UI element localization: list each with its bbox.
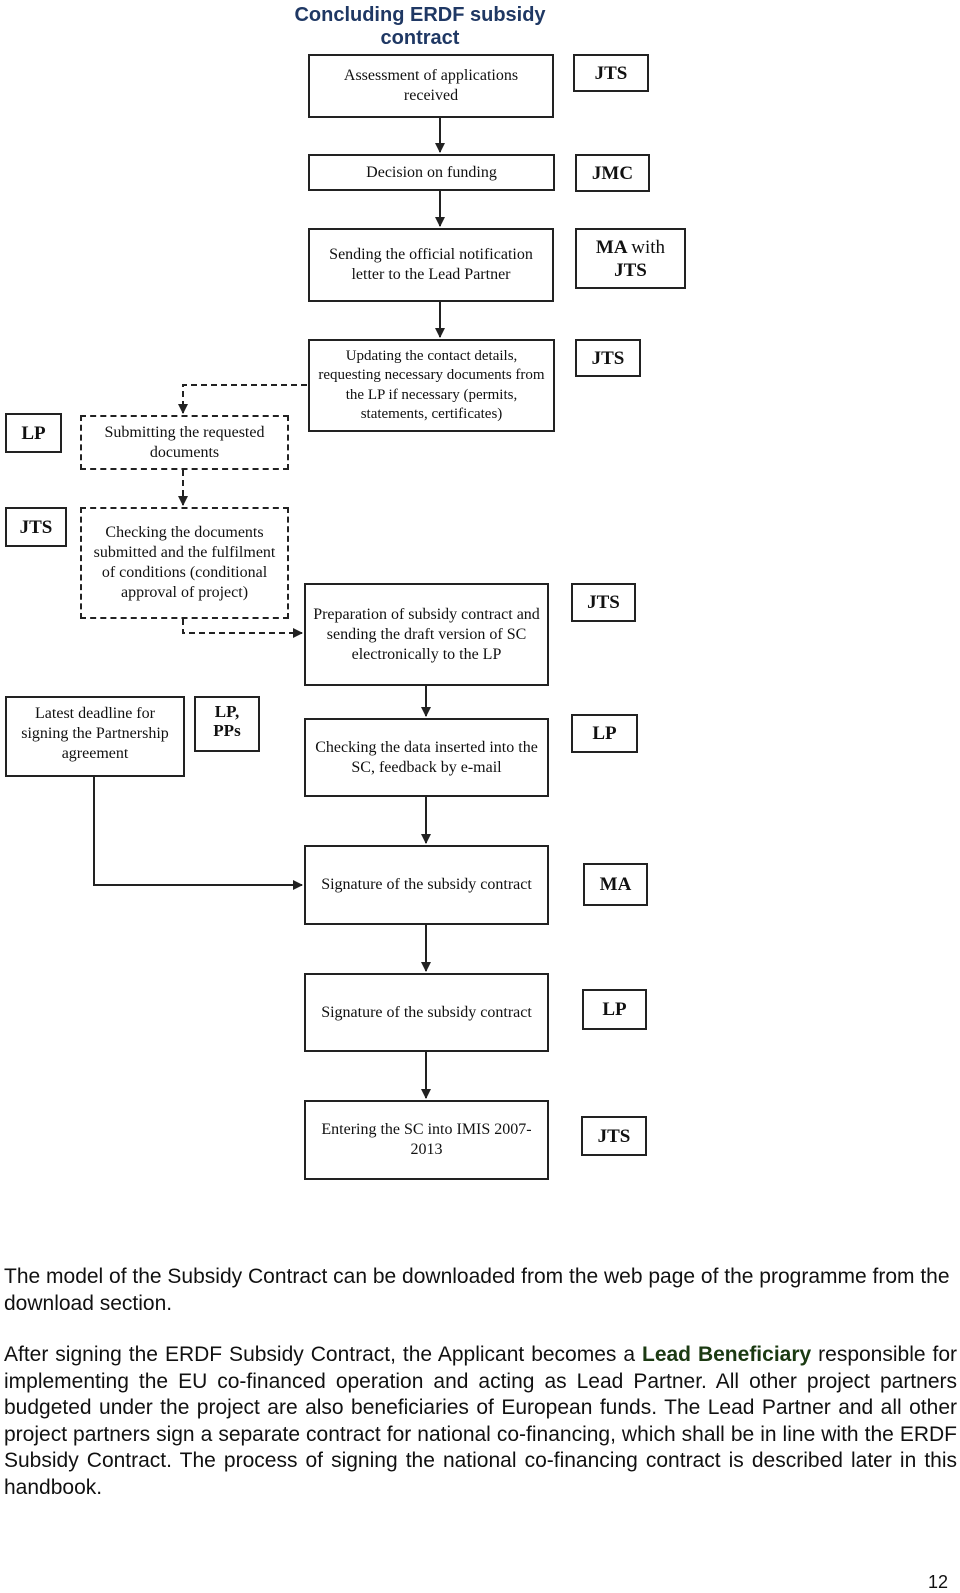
arrow-checking-to-preparation — [183, 619, 302, 633]
actor-notification-jts: JTS — [614, 259, 647, 281]
actor-signature-ma: MA — [583, 863, 648, 906]
actor-deadline — [194, 696, 260, 752]
actor-notification-ma: MA — [595, 236, 627, 258]
page-number: 12 — [927, 1572, 948, 1592]
step-assessment: Assessment of applications received — [308, 54, 554, 118]
step-signature-ma: Signature of the subsidy contract — [304, 845, 549, 925]
actor-notification-line-1 — [596, 236, 665, 259]
step-updating: Updating the contact details, requesting necessary documents from the LP if necessary (permits, statements, certificates) — [308, 339, 555, 432]
step-entering: Entering the SC into IMIS 2007-2013 — [304, 1100, 549, 1180]
step-signature-lp: Signature of the subsidy contract — [304, 973, 549, 1052]
actor-notification — [575, 228, 686, 289]
step-deadline: Latest deadline for signing the Partnership agreement — [5, 696, 185, 777]
lead-beneficiary-term: Lead Beneficiary — [642, 1343, 812, 1366]
actor-decision: JMC — [575, 154, 650, 192]
paragraph-text-end: responsible for implementing the EU co-financed operation and acting as Lead Partner. All other project partners budgeted under the project are also beneficiaries of European funds. The Lead Partner and all other project partners sign a separate contract for national co-financing, which shall be in line with the ERDF Subsidy Contract. The process of signing the national co-financing contract is described later in this handbook. — [4, 1343, 958, 1499]
step-decision: Decision on funding — [308, 154, 555, 191]
actor-assessment: JTS — [573, 54, 649, 92]
paragraph-lead-beneficiary — [4, 1342, 957, 1501]
actor-preparation: JTS — [571, 583, 636, 622]
diagram-title: Concluding ERDF subsidy contract — [294, 4, 546, 49]
actor-entering: JTS — [581, 1116, 647, 1156]
actor-updating: JTS — [575, 339, 641, 377]
actor-signature-lp: LP — [582, 989, 647, 1030]
paragraph-download: The model of the Subsidy Contract can be downloaded from the web page of the programme from the download section. — [4, 1265, 950, 1315]
step-checking-documents: Checking the documents submitted and the fulfilment of conditions (conditional approval of project) — [80, 507, 289, 619]
actor-deadline-pps: PPs — [213, 721, 241, 740]
actor-submitting: LP — [5, 413, 62, 453]
actor-deadline-lp: LP, — [214, 702, 240, 721]
step-notification: Sending the official notification letter to the Lead Partner — [308, 228, 554, 302]
actor-notification-with: with — [631, 236, 666, 258]
arrow-deadline-to-signature-ma — [94, 777, 302, 885]
paragraph-text-start: After signing the ERDF Subsidy Contract, the Applicant becomes a — [4, 1343, 642, 1366]
step-preparation: Preparation of subsidy contract and sending the draft version of SC electronically to the LP — [304, 583, 549, 686]
actor-checking-documents: JTS — [5, 507, 67, 547]
step-checking-data: Checking the data inserted into the SC, feedback by e-mail — [304, 718, 549, 797]
step-submitting: Submitting the requested documents — [80, 415, 289, 470]
arrow-updating-to-submitting — [183, 385, 307, 413]
actor-checking-data: LP — [571, 714, 638, 753]
